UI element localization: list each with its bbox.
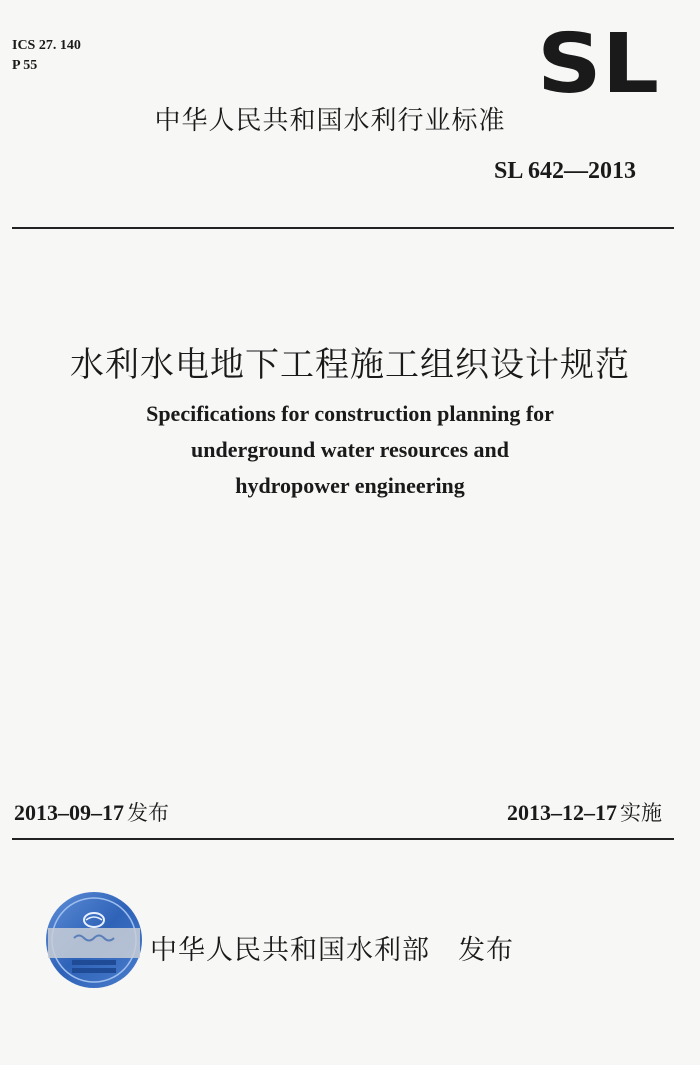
- ics-classification: [12, 36, 81, 76]
- bottom-divider: [12, 838, 674, 840]
- publisher: [150, 928, 514, 967]
- issue-label: 发布: [127, 801, 169, 825]
- industry-standard-title: 中华人民共和国水利行业标准: [154, 106, 506, 136]
- implementation-date-block: [507, 797, 662, 827]
- top-divider: [12, 227, 674, 229]
- title-english-line: Specifications for construction planning for: [146, 401, 554, 426]
- publisher-label: 发布: [458, 935, 514, 966]
- ics-code: ICS 27. 140: [12, 38, 81, 53]
- implementation-label: 实施: [620, 801, 662, 825]
- publisher-name: 中华人民共和国水利部: [150, 935, 430, 966]
- issue-date-block: [14, 797, 169, 827]
- title-english: [0, 396, 700, 504]
- title-chinese: 水利水电地下工程施工组织设计规范: [70, 345, 630, 385]
- title-english-line: hydropower engineering: [235, 473, 465, 498]
- standard-code: SL 642—2013: [493, 158, 636, 184]
- title-english-line: underground water resources and: [190, 437, 509, 462]
- anti-counterfeit-seal-icon: [44, 890, 144, 990]
- logo-text: SL: [537, 30, 659, 100]
- implementation-date: 2013–12–17: [507, 800, 617, 825]
- classification-code: P 55: [12, 58, 38, 73]
- sl-logo: [537, 30, 661, 100]
- issue-date: 2013–09–17: [14, 800, 124, 825]
